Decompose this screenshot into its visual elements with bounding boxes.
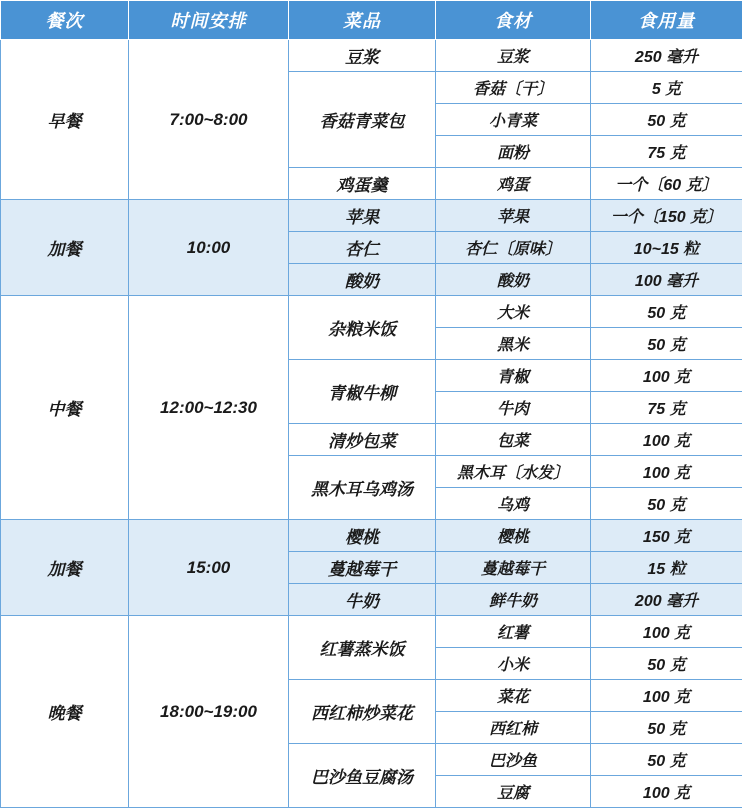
amount-cell: 5 克 <box>591 72 742 104</box>
amount-cell: 100 克 <box>591 616 742 648</box>
ingredient-cell: 小青菜 <box>436 104 591 136</box>
meal-time-cell: 15:00 <box>129 520 289 616</box>
ingredient-cell: 大米 <box>436 296 591 328</box>
ingredient-cell: 苹果 <box>436 200 591 232</box>
amount-cell: 50 克 <box>591 488 742 520</box>
amount-cell: 100 克 <box>591 680 742 712</box>
ingredient-cell: 青椒 <box>436 360 591 392</box>
ingredient-cell: 杏仁〔原味〕 <box>436 232 591 264</box>
ingredient-cell: 豆浆 <box>436 40 591 72</box>
amount-cell: 50 克 <box>591 744 742 776</box>
amount-cell: 15 粒 <box>591 552 742 584</box>
dish-cell: 苹果 <box>289 200 436 232</box>
ingredient-cell: 乌鸡 <box>436 488 591 520</box>
dish-cell: 香菇青菜包 <box>289 72 436 168</box>
ingredient-cell: 小米 <box>436 648 591 680</box>
amount-cell: 75 克 <box>591 392 742 424</box>
dish-cell: 清炒包菜 <box>289 424 436 456</box>
ingredient-cell: 西红柿 <box>436 712 591 744</box>
meal-name-cell: 晚餐 <box>1 616 129 808</box>
ingredient-cell: 樱桃 <box>436 520 591 552</box>
dish-cell: 酸奶 <box>289 264 436 296</box>
ingredient-cell: 包菜 <box>436 424 591 456</box>
meal-time-cell: 12:00~12:30 <box>129 296 289 520</box>
dish-cell: 蔓越莓干 <box>289 552 436 584</box>
ingredient-cell: 蔓越莓干 <box>436 552 591 584</box>
dish-cell: 黑木耳乌鸡汤 <box>289 456 436 520</box>
table-header-row <box>1 1 742 40</box>
ingredient-cell: 面粉 <box>436 136 591 168</box>
amount-cell: 100 毫升 <box>591 264 742 296</box>
meal-name-cell: 加餐 <box>1 200 129 296</box>
meal-time-cell: 18:00~19:00 <box>129 616 289 808</box>
table-row <box>1 520 742 552</box>
meal-time-cell: 10:00 <box>129 200 289 296</box>
amount-cell: 100 克 <box>591 456 742 488</box>
amount-cell: 50 克 <box>591 296 742 328</box>
amount-cell: 75 克 <box>591 136 742 168</box>
column-header-time: 时间安排 <box>129 1 289 40</box>
amount-cell: 50 克 <box>591 328 742 360</box>
ingredient-cell: 鲜牛奶 <box>436 584 591 616</box>
ingredient-cell: 香菇〔干〕 <box>436 72 591 104</box>
ingredient-cell: 牛肉 <box>436 392 591 424</box>
meal-name-cell: 中餐 <box>1 296 129 520</box>
table-row <box>1 296 742 328</box>
ingredient-cell: 红薯 <box>436 616 591 648</box>
amount-cell: 100 克 <box>591 776 742 808</box>
dish-cell: 樱桃 <box>289 520 436 552</box>
table-row <box>1 40 742 72</box>
column-header-dish: 菜品 <box>289 1 436 40</box>
column-header-meal: 餐次 <box>1 1 129 40</box>
meal-name-cell: 早餐 <box>1 40 129 200</box>
dish-cell: 西红柿炒菜花 <box>289 680 436 744</box>
ingredient-cell: 黑木耳〔水发〕 <box>436 456 591 488</box>
table-row <box>1 200 742 232</box>
table-body <box>1 40 742 808</box>
amount-cell: 10~15 粒 <box>591 232 742 264</box>
amount-cell: 50 克 <box>591 104 742 136</box>
table-row <box>1 616 742 648</box>
dish-cell: 豆浆 <box>289 40 436 72</box>
ingredient-cell: 酸奶 <box>436 264 591 296</box>
amount-cell: 200 毫升 <box>591 584 742 616</box>
amount-cell: 50 克 <box>591 648 742 680</box>
dish-cell: 巴沙鱼豆腐汤 <box>289 744 436 808</box>
amount-cell: 100 克 <box>591 424 742 456</box>
amount-cell: 50 克 <box>591 712 742 744</box>
ingredient-cell: 菜花 <box>436 680 591 712</box>
dish-cell: 杏仁 <box>289 232 436 264</box>
amount-cell: 150 克 <box>591 520 742 552</box>
amount-cell: 250 毫升 <box>591 40 742 72</box>
ingredient-cell: 黑米 <box>436 328 591 360</box>
dish-cell: 牛奶 <box>289 584 436 616</box>
dish-cell: 鸡蛋羹 <box>289 168 436 200</box>
amount-cell: 100 克 <box>591 360 742 392</box>
dish-cell: 红薯蒸米饭 <box>289 616 436 680</box>
ingredient-cell: 巴沙鱼 <box>436 744 591 776</box>
meal-name-cell: 加餐 <box>1 520 129 616</box>
dish-cell: 杂粮米饭 <box>289 296 436 360</box>
column-header-amount: 食用量 <box>591 1 742 40</box>
column-header-ingredient: 食材 <box>436 1 591 40</box>
ingredient-cell: 豆腐 <box>436 776 591 808</box>
meal-time-cell: 7:00~8:00 <box>129 40 289 200</box>
table-header <box>1 1 742 40</box>
dish-cell: 青椒牛柳 <box>289 360 436 424</box>
amount-cell: 一个〔150 克〕 <box>591 200 742 232</box>
ingredient-cell: 鸡蛋 <box>436 168 591 200</box>
amount-cell: 一个〔60 克〕 <box>591 168 742 200</box>
